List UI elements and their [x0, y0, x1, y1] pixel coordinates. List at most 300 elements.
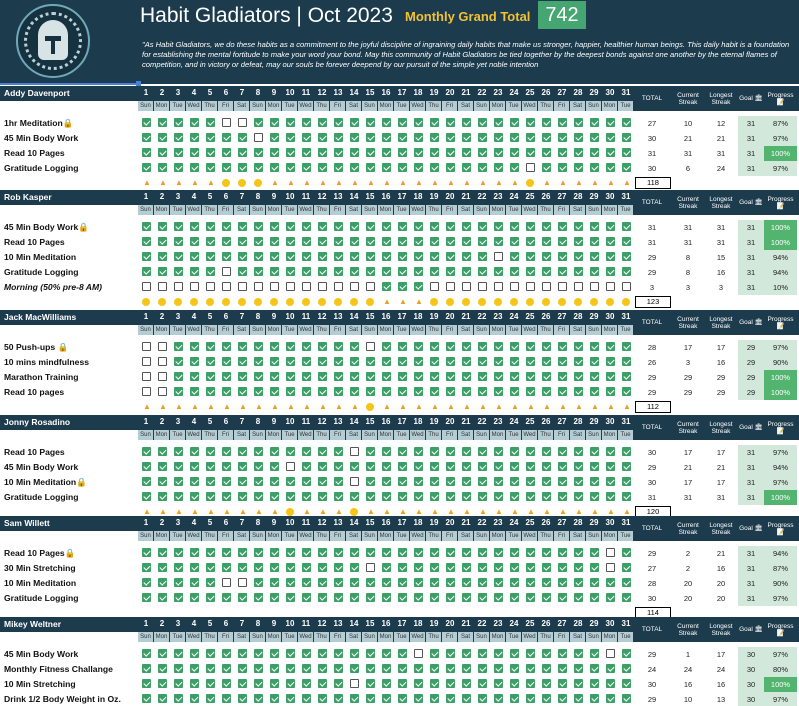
- checkbox-checked[interactable]: [574, 447, 583, 456]
- checkbox-unchecked[interactable]: [574, 282, 583, 291]
- checkbox-checked[interactable]: [526, 357, 535, 366]
- checkbox-checked[interactable]: [622, 694, 631, 703]
- checkbox-checked[interactable]: [174, 649, 183, 658]
- checkbox-checked[interactable]: [174, 163, 183, 172]
- checkbox-checked[interactable]: [158, 118, 167, 127]
- checkbox-checked[interactable]: [526, 222, 535, 231]
- checkbox-checked[interactable]: [286, 694, 295, 703]
- checkbox-checked[interactable]: [334, 593, 343, 602]
- checkbox-checked[interactable]: [510, 342, 519, 351]
- checkbox-checked[interactable]: [190, 387, 199, 396]
- checkbox-checked[interactable]: [286, 222, 295, 231]
- checkbox-checked[interactable]: [142, 133, 151, 142]
- checkbox-checked[interactable]: [574, 462, 583, 471]
- checkbox-checked[interactable]: [398, 548, 407, 557]
- checkbox-checked[interactable]: [414, 492, 423, 501]
- checkbox-checked[interactable]: [334, 237, 343, 246]
- checkbox-checked[interactable]: [158, 148, 167, 157]
- checkbox-checked[interactable]: [510, 252, 519, 261]
- checkbox-checked[interactable]: [302, 492, 311, 501]
- checkbox-checked[interactable]: [430, 133, 439, 142]
- checkbox-checked[interactable]: [190, 118, 199, 127]
- checkbox-checked[interactable]: [574, 593, 583, 602]
- habit-name[interactable]: 45 Min Body Work: [4, 133, 79, 143]
- checkbox-checked[interactable]: [414, 163, 423, 172]
- checkbox-checked[interactable]: [478, 447, 487, 456]
- checkbox-checked[interactable]: [574, 118, 583, 127]
- checkbox-checked[interactable]: [414, 462, 423, 471]
- checkbox-checked[interactable]: [542, 593, 551, 602]
- habit-name[interactable]: Read 10 Pages: [4, 237, 65, 247]
- checkbox-checked[interactable]: [430, 357, 439, 366]
- checkbox-checked[interactable]: [478, 664, 487, 673]
- checkbox-checked[interactable]: [158, 649, 167, 658]
- checkbox-checked[interactable]: [334, 477, 343, 486]
- checkbox-checked[interactable]: [622, 548, 631, 557]
- checkbox-checked[interactable]: [302, 462, 311, 471]
- checkbox-checked[interactable]: [318, 593, 327, 602]
- checkbox-checked[interactable]: [174, 477, 183, 486]
- checkbox-checked[interactable]: [238, 593, 247, 602]
- checkbox-checked[interactable]: [286, 477, 295, 486]
- checkbox-checked[interactable]: [478, 563, 487, 572]
- checkbox-unchecked[interactable]: [158, 372, 167, 381]
- habit-name[interactable]: Gratitude Logging: [4, 593, 79, 603]
- checkbox-checked[interactable]: [158, 477, 167, 486]
- checkbox-checked[interactable]: [478, 372, 487, 381]
- habit-name[interactable]: Monthly Fitness Challange: [4, 664, 113, 674]
- checkbox-checked[interactable]: [542, 118, 551, 127]
- checkbox-checked[interactable]: [414, 694, 423, 703]
- checkbox-checked[interactable]: [350, 563, 359, 572]
- checkbox-checked[interactable]: [174, 118, 183, 127]
- checkbox-checked[interactable]: [622, 593, 631, 602]
- checkbox-checked[interactable]: [334, 163, 343, 172]
- checkbox-checked[interactable]: [494, 649, 503, 658]
- checkbox-checked[interactable]: [494, 492, 503, 501]
- checkbox-checked[interactable]: [238, 563, 247, 572]
- checkbox-checked[interactable]: [478, 133, 487, 142]
- checkbox-checked[interactable]: [254, 252, 263, 261]
- checkbox-checked[interactable]: [270, 148, 279, 157]
- checkbox-checked[interactable]: [494, 664, 503, 673]
- checkbox-checked[interactable]: [286, 578, 295, 587]
- checkbox-checked[interactable]: [382, 148, 391, 157]
- checkbox-checked[interactable]: [158, 664, 167, 673]
- checkbox-checked[interactable]: [286, 447, 295, 456]
- checkbox-checked[interactable]: [222, 163, 231, 172]
- checkbox-checked[interactable]: [190, 593, 199, 602]
- checkbox-checked[interactable]: [510, 237, 519, 246]
- checkbox-checked[interactable]: [190, 679, 199, 688]
- checkbox-checked[interactable]: [622, 222, 631, 231]
- checkbox-checked[interactable]: [494, 387, 503, 396]
- checkbox-checked[interactable]: [542, 649, 551, 658]
- checkbox-checked[interactable]: [590, 133, 599, 142]
- checkbox-unchecked[interactable]: [238, 282, 247, 291]
- checkbox-checked[interactable]: [446, 387, 455, 396]
- checkbox-checked[interactable]: [238, 447, 247, 456]
- checkbox-checked[interactable]: [222, 447, 231, 456]
- checkbox-checked[interactable]: [302, 593, 311, 602]
- checkbox-checked[interactable]: [366, 387, 375, 396]
- checkbox-checked[interactable]: [574, 679, 583, 688]
- checkbox-checked[interactable]: [542, 578, 551, 587]
- checkbox-checked[interactable]: [606, 447, 615, 456]
- checkbox-checked[interactable]: [254, 372, 263, 381]
- checkbox-checked[interactable]: [286, 387, 295, 396]
- checkbox-checked[interactable]: [430, 237, 439, 246]
- checkbox-checked[interactable]: [254, 563, 263, 572]
- checkbox-checked[interactable]: [558, 133, 567, 142]
- checkbox-checked[interactable]: [590, 694, 599, 703]
- checkbox-checked[interactable]: [270, 462, 279, 471]
- checkbox-checked[interactable]: [158, 447, 167, 456]
- checkbox-checked[interactable]: [382, 237, 391, 246]
- checkbox-checked[interactable]: [446, 679, 455, 688]
- checkbox-checked[interactable]: [206, 694, 215, 703]
- checkbox-unchecked[interactable]: [254, 282, 263, 291]
- checkbox-checked[interactable]: [590, 593, 599, 602]
- checkbox-checked[interactable]: [462, 462, 471, 471]
- checkbox-unchecked[interactable]: [142, 387, 151, 396]
- checkbox-checked[interactable]: [462, 222, 471, 231]
- checkbox-checked[interactable]: [238, 679, 247, 688]
- checkbox-checked[interactable]: [286, 252, 295, 261]
- checkbox-checked[interactable]: [222, 664, 231, 673]
- checkbox-checked[interactable]: [622, 649, 631, 658]
- checkbox-checked[interactable]: [446, 462, 455, 471]
- checkbox-checked[interactable]: [462, 492, 471, 501]
- checkbox-checked[interactable]: [398, 679, 407, 688]
- habit-name[interactable]: 10 mins mindfulness: [4, 357, 90, 367]
- checkbox-checked[interactable]: [190, 578, 199, 587]
- checkbox-checked[interactable]: [350, 649, 359, 658]
- checkbox-checked[interactable]: [318, 163, 327, 172]
- checkbox-checked[interactable]: [526, 387, 535, 396]
- checkbox-checked[interactable]: [366, 357, 375, 366]
- checkbox-checked[interactable]: [222, 679, 231, 688]
- checkbox-checked[interactable]: [558, 563, 567, 572]
- checkbox-checked[interactable]: [206, 492, 215, 501]
- checkbox-checked[interactable]: [462, 342, 471, 351]
- checkbox-checked[interactable]: [334, 357, 343, 366]
- checkbox-checked[interactable]: [542, 387, 551, 396]
- checkbox-checked[interactable]: [302, 477, 311, 486]
- checkbox-checked[interactable]: [574, 252, 583, 261]
- checkbox-checked[interactable]: [558, 342, 567, 351]
- checkbox-unchecked[interactable]: [158, 282, 167, 291]
- checkbox-checked[interactable]: [382, 679, 391, 688]
- checkbox-checked[interactable]: [222, 252, 231, 261]
- checkbox-checked[interactable]: [494, 133, 503, 142]
- checkbox-checked[interactable]: [510, 649, 519, 658]
- checkbox-unchecked[interactable]: [238, 118, 247, 127]
- checkbox-checked[interactable]: [142, 267, 151, 276]
- checkbox-checked[interactable]: [446, 163, 455, 172]
- checkbox-checked[interactable]: [510, 694, 519, 703]
- checkbox-checked[interactable]: [574, 649, 583, 658]
- checkbox-checked[interactable]: [190, 477, 199, 486]
- checkbox-checked[interactable]: [494, 447, 503, 456]
- checkbox-checked[interactable]: [142, 563, 151, 572]
- checkbox-checked[interactable]: [622, 118, 631, 127]
- checkbox-unchecked[interactable]: [606, 282, 615, 291]
- checkbox-checked[interactable]: [430, 548, 439, 557]
- checkbox-checked[interactable]: [430, 372, 439, 381]
- checkbox-checked[interactable]: [366, 252, 375, 261]
- player-total-box[interactable]: 118: [635, 177, 671, 189]
- checkbox-checked[interactable]: [478, 477, 487, 486]
- checkbox-checked[interactable]: [606, 578, 615, 587]
- checkbox-checked[interactable]: [462, 163, 471, 172]
- checkbox-checked[interactable]: [318, 664, 327, 673]
- checkbox-checked[interactable]: [526, 649, 535, 658]
- checkbox-unchecked[interactable]: [542, 282, 551, 291]
- checkbox-checked[interactable]: [190, 664, 199, 673]
- checkbox-checked[interactable]: [366, 447, 375, 456]
- checkbox-checked[interactable]: [558, 492, 567, 501]
- checkbox-checked[interactable]: [254, 163, 263, 172]
- checkbox-checked[interactable]: [302, 148, 311, 157]
- checkbox-checked[interactable]: [174, 578, 183, 587]
- player-name[interactable]: Rob Kasper: [4, 192, 52, 202]
- checkbox-checked[interactable]: [318, 118, 327, 127]
- checkbox-checked[interactable]: [446, 694, 455, 703]
- checkbox-checked[interactable]: [270, 563, 279, 572]
- checkbox-unchecked[interactable]: [430, 282, 439, 291]
- checkbox-checked[interactable]: [606, 118, 615, 127]
- checkbox-checked[interactable]: [542, 372, 551, 381]
- checkbox-checked[interactable]: [206, 649, 215, 658]
- checkbox-checked[interactable]: [398, 163, 407, 172]
- checkbox-unchecked[interactable]: [622, 282, 631, 291]
- checkbox-checked[interactable]: [142, 694, 151, 703]
- checkbox-checked[interactable]: [190, 163, 199, 172]
- checkbox-checked[interactable]: [190, 372, 199, 381]
- checkbox-checked[interactable]: [366, 694, 375, 703]
- checkbox-checked[interactable]: [494, 163, 503, 172]
- checkbox-checked[interactable]: [382, 342, 391, 351]
- checkbox-checked[interactable]: [318, 462, 327, 471]
- checkbox-checked[interactable]: [398, 578, 407, 587]
- checkbox-checked[interactable]: [254, 118, 263, 127]
- checkbox-checked[interactable]: [558, 462, 567, 471]
- checkbox-checked[interactable]: [158, 462, 167, 471]
- checkbox-checked[interactable]: [526, 148, 535, 157]
- checkbox-checked[interactable]: [558, 548, 567, 557]
- checkbox-checked[interactable]: [334, 148, 343, 157]
- player-name[interactable]: Addy Davenport: [4, 88, 70, 98]
- checkbox-checked[interactable]: [286, 133, 295, 142]
- checkbox-checked[interactable]: [366, 267, 375, 276]
- checkbox-checked[interactable]: [430, 563, 439, 572]
- checkbox-checked[interactable]: [190, 237, 199, 246]
- checkbox-checked[interactable]: [606, 133, 615, 142]
- checkbox-checked[interactable]: [510, 593, 519, 602]
- checkbox-checked[interactable]: [350, 664, 359, 673]
- checkbox-checked[interactable]: [270, 447, 279, 456]
- checkbox-checked[interactable]: [142, 593, 151, 602]
- checkbox-checked[interactable]: [430, 252, 439, 261]
- checkbox-checked[interactable]: [334, 679, 343, 688]
- checkbox-checked[interactable]: [526, 492, 535, 501]
- checkbox-checked[interactable]: [622, 492, 631, 501]
- checkbox-unchecked[interactable]: [590, 282, 599, 291]
- checkbox-unchecked[interactable]: [318, 282, 327, 291]
- checkbox-unchecked[interactable]: [462, 282, 471, 291]
- checkbox-checked[interactable]: [350, 492, 359, 501]
- checkbox-checked[interactable]: [318, 133, 327, 142]
- checkbox-checked[interactable]: [494, 357, 503, 366]
- checkbox-checked[interactable]: [302, 447, 311, 456]
- checkbox-unchecked[interactable]: [158, 342, 167, 351]
- checkbox-checked[interactable]: [526, 694, 535, 703]
- checkbox-checked[interactable]: [286, 163, 295, 172]
- checkbox-unchecked[interactable]: [142, 282, 151, 291]
- checkbox-checked[interactable]: [510, 357, 519, 366]
- checkbox-checked[interactable]: [622, 267, 631, 276]
- checkbox-checked[interactable]: [254, 462, 263, 471]
- checkbox-checked[interactable]: [206, 222, 215, 231]
- checkbox-checked[interactable]: [574, 357, 583, 366]
- checkbox-checked[interactable]: [414, 237, 423, 246]
- checkbox-checked[interactable]: [366, 237, 375, 246]
- checkbox-unchecked[interactable]: [494, 252, 503, 261]
- checkbox-checked[interactable]: [350, 387, 359, 396]
- checkbox-checked[interactable]: [206, 118, 215, 127]
- checkbox-checked[interactable]: [574, 664, 583, 673]
- checkbox-checked[interactable]: [398, 342, 407, 351]
- checkbox-checked[interactable]: [270, 649, 279, 658]
- checkbox-checked[interactable]: [414, 679, 423, 688]
- checkbox-checked[interactable]: [238, 252, 247, 261]
- checkbox-checked[interactable]: [174, 148, 183, 157]
- checkbox-checked[interactable]: [510, 578, 519, 587]
- checkbox-checked[interactable]: [174, 679, 183, 688]
- checkbox-checked[interactable]: [206, 664, 215, 673]
- checkbox-checked[interactable]: [222, 477, 231, 486]
- checkbox-checked[interactable]: [206, 342, 215, 351]
- checkbox-checked[interactable]: [222, 133, 231, 142]
- checkbox-checked[interactable]: [286, 267, 295, 276]
- checkbox-checked[interactable]: [398, 133, 407, 142]
- checkbox-checked[interactable]: [350, 342, 359, 351]
- checkbox-checked[interactable]: [446, 548, 455, 557]
- checkbox-checked[interactable]: [318, 679, 327, 688]
- player-name[interactable]: Sam Willett: [4, 518, 50, 528]
- checkbox-checked[interactable]: [334, 447, 343, 456]
- checkbox-checked[interactable]: [510, 133, 519, 142]
- checkbox-checked[interactable]: [494, 118, 503, 127]
- checkbox-checked[interactable]: [494, 578, 503, 587]
- checkbox-checked[interactable]: [174, 492, 183, 501]
- checkbox-checked[interactable]: [158, 563, 167, 572]
- checkbox-checked[interactable]: [446, 492, 455, 501]
- checkbox-checked[interactable]: [414, 357, 423, 366]
- checkbox-checked[interactable]: [446, 148, 455, 157]
- checkbox-unchecked[interactable]: [238, 578, 247, 587]
- checkbox-checked[interactable]: [158, 163, 167, 172]
- checkbox-checked[interactable]: [270, 387, 279, 396]
- checkbox-checked[interactable]: [222, 563, 231, 572]
- checkbox-checked[interactable]: [462, 548, 471, 557]
- checkbox-checked[interactable]: [270, 267, 279, 276]
- checkbox-checked[interactable]: [206, 578, 215, 587]
- checkbox-checked[interactable]: [462, 237, 471, 246]
- checkbox-checked[interactable]: [542, 133, 551, 142]
- checkbox-checked[interactable]: [238, 664, 247, 673]
- checkbox-checked[interactable]: [206, 477, 215, 486]
- checkbox-checked[interactable]: [446, 664, 455, 673]
- habit-name[interactable]: 45 Min Body Work: [4, 649, 79, 659]
- checkbox-checked[interactable]: [574, 372, 583, 381]
- habit-name[interactable]: 10 Min Meditation🔒: [4, 477, 87, 487]
- checkbox-checked[interactable]: [270, 342, 279, 351]
- habit-name[interactable]: 50 Push-ups 🔒: [4, 342, 69, 352]
- checkbox-checked[interactable]: [510, 462, 519, 471]
- checkbox-checked[interactable]: [270, 548, 279, 557]
- checkbox-checked[interactable]: [622, 357, 631, 366]
- habit-name[interactable]: Read 10 Pages: [4, 447, 65, 457]
- checkbox-unchecked[interactable]: [158, 387, 167, 396]
- checkbox-checked[interactable]: [142, 252, 151, 261]
- checkbox-checked[interactable]: [414, 563, 423, 572]
- checkbox-checked[interactable]: [318, 372, 327, 381]
- checkbox-checked[interactable]: [174, 133, 183, 142]
- checkbox-checked[interactable]: [222, 593, 231, 602]
- checkbox-checked[interactable]: [158, 578, 167, 587]
- checkbox-checked[interactable]: [398, 492, 407, 501]
- checkbox-checked[interactable]: [238, 163, 247, 172]
- checkbox-checked[interactable]: [174, 664, 183, 673]
- checkbox-checked[interactable]: [510, 548, 519, 557]
- checkbox-checked[interactable]: [430, 148, 439, 157]
- checkbox-checked[interactable]: [254, 548, 263, 557]
- checkbox-checked[interactable]: [462, 118, 471, 127]
- checkbox-checked[interactable]: [350, 578, 359, 587]
- checkbox-unchecked[interactable]: [366, 563, 375, 572]
- habit-name[interactable]: 10 Min Meditation: [4, 252, 77, 262]
- checkbox-checked[interactable]: [334, 372, 343, 381]
- checkbox-checked[interactable]: [590, 664, 599, 673]
- checkbox-checked[interactable]: [222, 492, 231, 501]
- checkbox-checked[interactable]: [238, 462, 247, 471]
- checkbox-checked[interactable]: [334, 267, 343, 276]
- checkbox-checked[interactable]: [350, 548, 359, 557]
- checkbox-checked[interactable]: [142, 679, 151, 688]
- checkbox-checked[interactable]: [222, 148, 231, 157]
- checkbox-checked[interactable]: [398, 372, 407, 381]
- checkbox-checked[interactable]: [398, 664, 407, 673]
- checkbox-checked[interactable]: [526, 342, 535, 351]
- checkbox-unchecked[interactable]: [606, 563, 615, 572]
- checkbox-checked[interactable]: [574, 387, 583, 396]
- checkbox-checked[interactable]: [494, 222, 503, 231]
- checkbox-checked[interactable]: [382, 563, 391, 572]
- checkbox-checked[interactable]: [622, 477, 631, 486]
- checkbox-checked[interactable]: [622, 462, 631, 471]
- checkbox-checked[interactable]: [382, 578, 391, 587]
- checkbox-checked[interactable]: [350, 222, 359, 231]
- checkbox-checked[interactable]: [398, 387, 407, 396]
- checkbox-checked[interactable]: [334, 649, 343, 658]
- checkbox-checked[interactable]: [142, 237, 151, 246]
- checkbox-unchecked[interactable]: [414, 649, 423, 658]
- checkbox-checked[interactable]: [302, 649, 311, 658]
- checkbox-checked[interactable]: [382, 133, 391, 142]
- checkbox-checked[interactable]: [542, 664, 551, 673]
